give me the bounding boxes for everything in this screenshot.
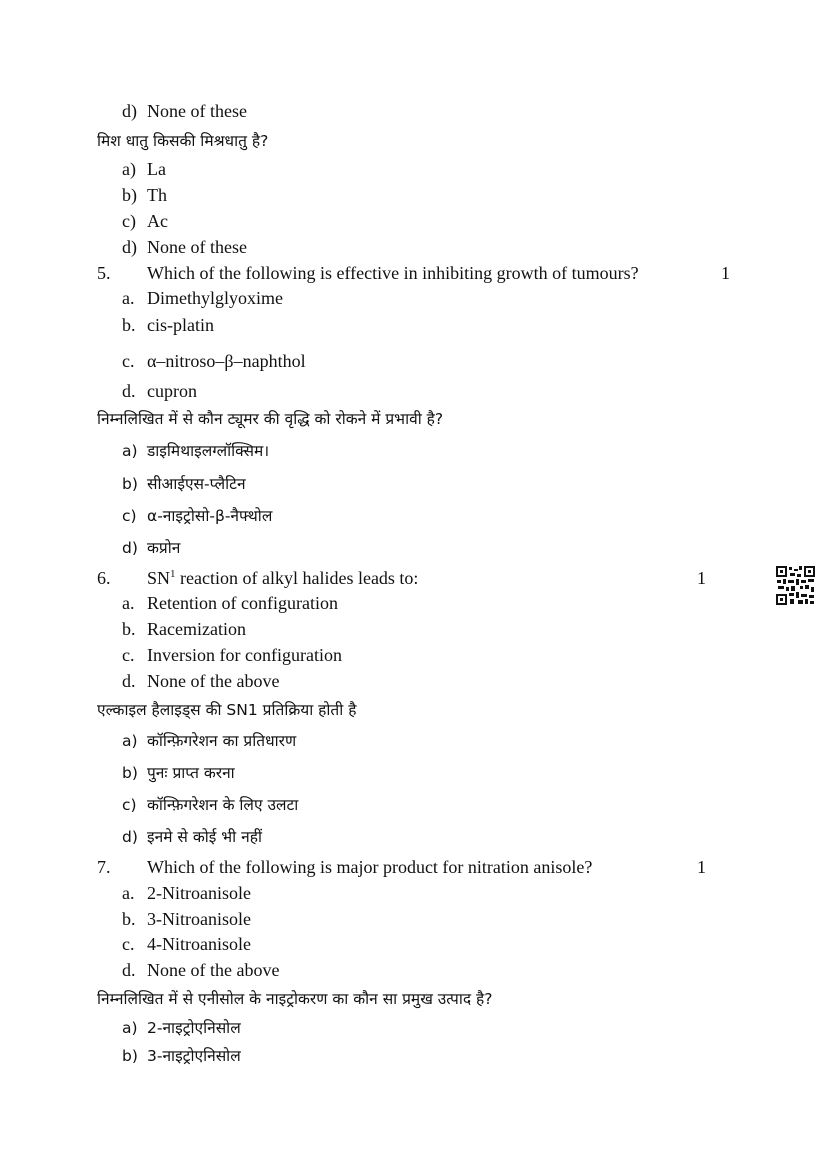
option-label: d. — [122, 671, 136, 691]
option-label: a. — [122, 288, 135, 308]
question-7-number: 7. — [97, 857, 111, 877]
option-b — [122, 1045, 241, 1067]
option-text: Ac — [147, 211, 168, 231]
option-a — [122, 287, 283, 309]
option-text: α–nitroso–β–naphthol — [147, 351, 306, 371]
option-label: c) — [122, 796, 137, 814]
option-label: b) — [122, 475, 138, 493]
option-b — [122, 908, 251, 930]
option-text: None of the above — [147, 960, 280, 980]
option-c — [122, 210, 168, 232]
option-label: d) — [122, 828, 138, 846]
option-label: b. — [122, 619, 136, 639]
option-label: a) — [122, 159, 136, 179]
option-label: a. — [122, 593, 135, 613]
option-text: Dimethylglyoxime — [147, 288, 283, 308]
option-label: a) — [122, 1019, 138, 1037]
option-d — [122, 100, 247, 122]
option-text: डाइमिथाइलग्लॉक्सिम। — [147, 442, 270, 460]
option-a — [122, 882, 251, 904]
option-c — [122, 794, 298, 816]
option-text: Retention of configuration — [147, 593, 338, 613]
option-label: c) — [122, 507, 137, 525]
option-a — [122, 1017, 241, 1039]
option-d — [122, 236, 247, 258]
option-d — [122, 670, 279, 692]
question-5-marks: 1 — [721, 263, 730, 283]
option-text: Racemization — [147, 619, 246, 639]
option-text: कॉन्फ़िगरेशन का प्रतिधारण — [147, 732, 297, 750]
question-4-hindi: मिश धातु किसकी मिश्रधातु है? — [97, 132, 269, 150]
option-label: d) — [122, 101, 137, 121]
option-text: cis-platin — [147, 315, 214, 335]
option-label: b) — [122, 1047, 138, 1065]
sn-superscript: 1 — [170, 568, 176, 580]
option-c — [122, 644, 342, 666]
sn-text: SN — [147, 568, 171, 588]
option-label: d) — [122, 539, 138, 557]
option-label: b) — [122, 185, 137, 205]
option-label: c. — [122, 934, 135, 954]
question-7-marks: 1 — [697, 857, 706, 877]
option-text: None of these — [147, 101, 247, 121]
question-5-number: 5. — [97, 263, 111, 283]
option-text: 3-Nitroanisole — [147, 909, 251, 929]
question-6-rest: reaction of alkyl halides leads to: — [175, 568, 419, 588]
option-label: c) — [122, 211, 136, 231]
option-label: b. — [122, 909, 136, 929]
option-text: सीआईएस-प्लैटिन — [147, 475, 246, 493]
option-text: 3-नाइट्रोएनिसोल — [147, 1047, 241, 1065]
option-text: कॉन्फ़िगरेशन के लिए उलटा — [147, 796, 299, 814]
option-c — [122, 505, 272, 527]
option-text: इनमे से कोई भी नहीं — [147, 828, 262, 846]
option-b — [122, 618, 246, 640]
option-a — [122, 158, 166, 180]
option-text: α-नाइट्रोसो-β-नैफ्थोल — [147, 507, 273, 525]
option-text: None of these — [147, 237, 247, 257]
option-b — [122, 184, 167, 206]
option-a — [122, 440, 269, 462]
question-6-marks: 1 — [697, 568, 706, 588]
question-5-text: Which of the following is effective in inhibiting growth of tumours? — [147, 263, 639, 283]
option-label: d) — [122, 237, 137, 257]
option-text: पुनः प्राप्त करना — [147, 764, 235, 782]
option-b — [122, 762, 235, 784]
option-d — [122, 826, 262, 848]
question-6-number: 6. — [97, 568, 111, 588]
option-label: d. — [122, 960, 136, 980]
option-label: a) — [122, 732, 138, 750]
option-text: Inversion for configuration — [147, 645, 342, 665]
option-d — [122, 959, 279, 981]
option-c — [122, 933, 251, 955]
qr-code-icon — [776, 566, 815, 605]
option-text: 2-Nitroanisole — [147, 883, 251, 903]
question-5-hindi: निम्नलिखित में से कौन ट्यूमर की वृद्धि को रोकने में प्रभावी है? — [97, 410, 444, 428]
option-b — [122, 473, 246, 495]
option-text: कप्रोन — [147, 539, 181, 557]
question-6-text — [147, 567, 418, 589]
option-d — [122, 537, 180, 559]
option-label: c. — [122, 645, 135, 665]
option-label: b) — [122, 764, 138, 782]
option-a — [122, 730, 296, 752]
option-text: Th — [147, 185, 167, 205]
question-7-hindi: निम्नलिखित में से एनीसोल के नाइट्रोकरण का कौन सा प्रमुख उत्पाद है? — [97, 990, 493, 1008]
option-label: d. — [122, 381, 136, 401]
option-text: 2-नाइट्रोएनिसोल — [147, 1019, 241, 1037]
question-7-text: Which of the following is major product for nitration anisole? — [147, 857, 593, 877]
option-text: 4-Nitroanisole — [147, 934, 251, 954]
option-text: La — [147, 159, 166, 179]
option-label: a. — [122, 883, 135, 903]
option-c — [122, 350, 306, 372]
option-label: c. — [122, 351, 135, 371]
option-label: a) — [122, 442, 138, 460]
option-a — [122, 592, 338, 614]
option-text: cupron — [147, 381, 197, 401]
option-label: b. — [122, 315, 136, 335]
option-b — [122, 314, 214, 336]
question-6-hindi: एल्काइल हैलाइड्स की SN1 प्रतिक्रिया होती है — [97, 701, 357, 719]
option-text: None of the above — [147, 671, 280, 691]
option-d — [122, 380, 197, 402]
